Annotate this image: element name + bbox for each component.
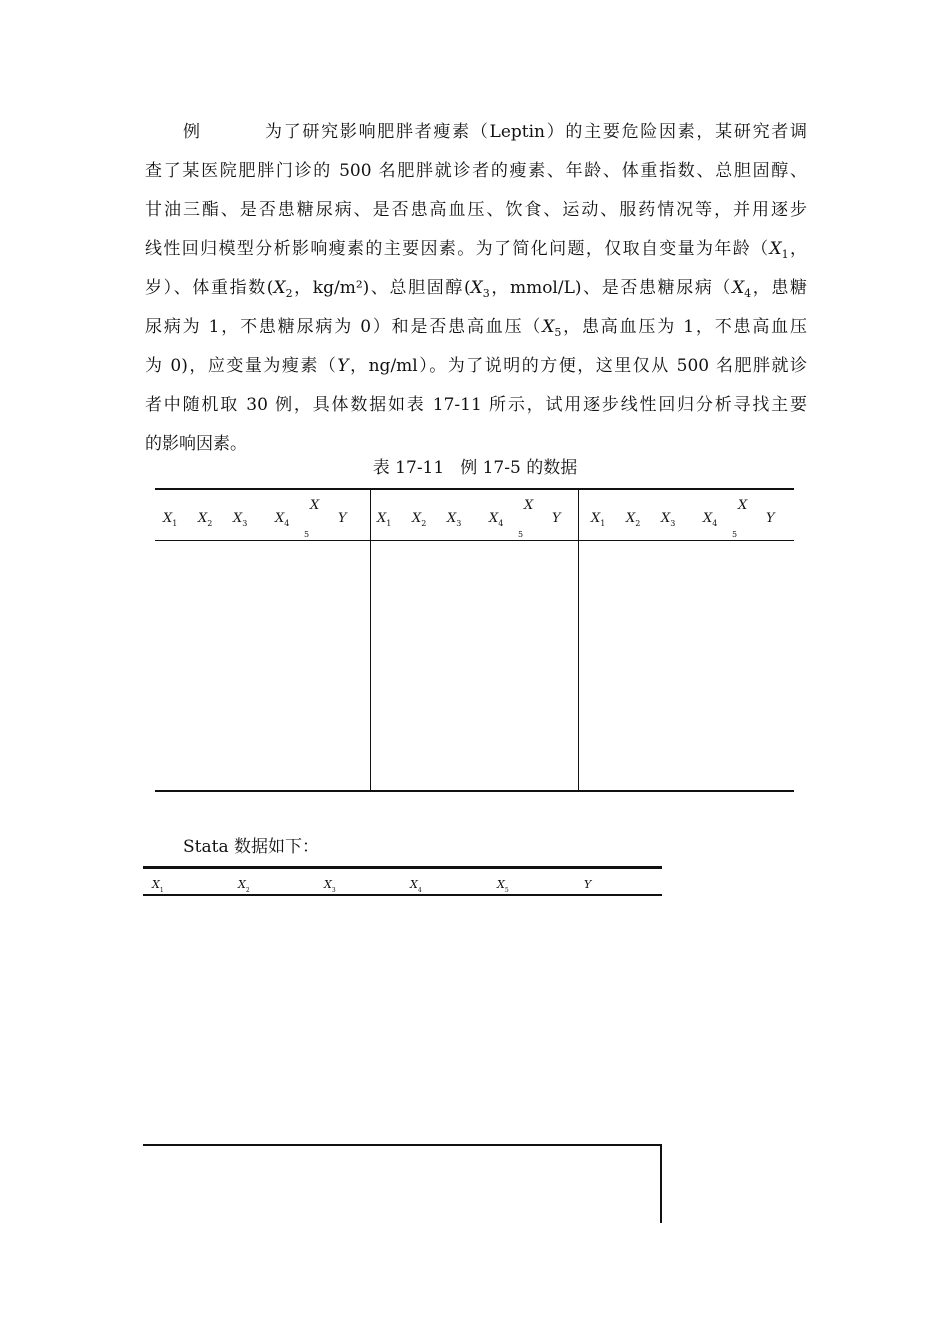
column-header-x2: $X_2$ <box>198 511 213 528</box>
paragraph-line-3: 甘油三酯、是否患糖尿病、是否患高血压、饮食、运动、服药情况等，并用逐步 <box>145 200 807 220</box>
stata-data-table <box>143 866 662 1226</box>
column-header-x3: $X_3$ <box>661 511 676 528</box>
column-header-x2: $X_2$ <box>412 511 427 528</box>
data-table-17-11 <box>155 488 794 793</box>
column-header-x1: $X_1$ <box>377 511 392 528</box>
column-header-x5-subscript: 5 <box>304 530 310 539</box>
column-header-x4: $X_4$ <box>489 511 504 528</box>
stata-top-rule <box>143 866 662 869</box>
stata-column-x2: $X_2$ <box>238 878 250 894</box>
table-column-divider <box>370 488 371 792</box>
stata-label: Stata 数据如下： <box>183 837 319 857</box>
paragraph-line-2: 查了某医院肥胖门诊的 500 名肥胖就诊者的瘦素、年龄、体重指数、总胆固醇、 <box>145 161 807 181</box>
table-bottom-rule <box>155 790 794 792</box>
paragraph-line-4: 线性回归模型分析影响瘦素的主要因素。为了简化问题，仅取自变量为年龄（$X_1$， <box>145 239 808 261</box>
column-header-y: Y <box>766 511 775 526</box>
table-number: 表 17-11 <box>372 458 445 478</box>
column-header-x3: $X_3$ <box>447 511 462 528</box>
stata-column-y: Y <box>584 878 592 891</box>
table-column-divider <box>578 488 579 792</box>
column-header-x3: $X_3$ <box>233 511 248 528</box>
paragraph-line-6: 尿病为 1，不患糖尿病为 0）和是否患高血压（$X_5$，患高血压为 1，不患高血压 <box>145 317 807 339</box>
stata-column-x5: $X_5$ <box>497 878 509 894</box>
column-header-x4: $X_4$ <box>703 511 718 528</box>
stata-column-x3: $X_3$ <box>324 878 336 894</box>
column-header-y: Y <box>338 511 347 526</box>
column-header-x2: $X_2$ <box>626 511 641 528</box>
stata-bottom-rule <box>143 1144 662 1146</box>
stata-column-x1: $X_1$ <box>152 878 164 894</box>
column-header-x5: X <box>738 498 748 513</box>
table-top-rule <box>155 488 794 490</box>
stata-header-rule <box>143 894 662 896</box>
paragraph-line-1: 为了研究影响肥胖者瘦素（Leptin）的主要危险因素，某研究者调 <box>265 122 807 142</box>
column-header-x5-subscript: 5 <box>518 530 524 539</box>
paragraph-line-9: 的影响因素。 <box>145 434 247 454</box>
column-header-x4: $X_4$ <box>275 511 290 528</box>
stata-column-x4: $X_4$ <box>410 878 422 894</box>
paragraph-line-5: 岁）、体重指数($X_2$，kg/m²)、总胆固醇($X_3$，mmol/L)、是否患糖尿病（$X_4$，患糖 <box>145 278 808 300</box>
column-header-x5: X <box>524 498 534 513</box>
example-label: 例 <box>183 122 200 142</box>
table-header-rule <box>155 540 794 541</box>
table-title: 例 17-5 的数据 <box>460 458 578 478</box>
stata-right-border <box>660 1144 662 1223</box>
column-header-x1: $X_1$ <box>163 511 178 528</box>
column-header-x1: $X_1$ <box>591 511 606 528</box>
paragraph-line-7: 为 0)，应变量为瘦素（Y，ng/ml）。为了说明的方便，这里仅从 500 名肥胖就诊 <box>145 356 808 376</box>
paragraph-line-8: 者中随机取 30 例，具体数据如表 17-11 所示，试用逐步线性回归分析寻找主要 <box>145 395 807 415</box>
column-header-x5: X <box>310 498 320 513</box>
column-header-x5-subscript: 5 <box>732 530 738 539</box>
column-header-y: Y <box>552 511 561 526</box>
table-caption <box>0 457 950 479</box>
